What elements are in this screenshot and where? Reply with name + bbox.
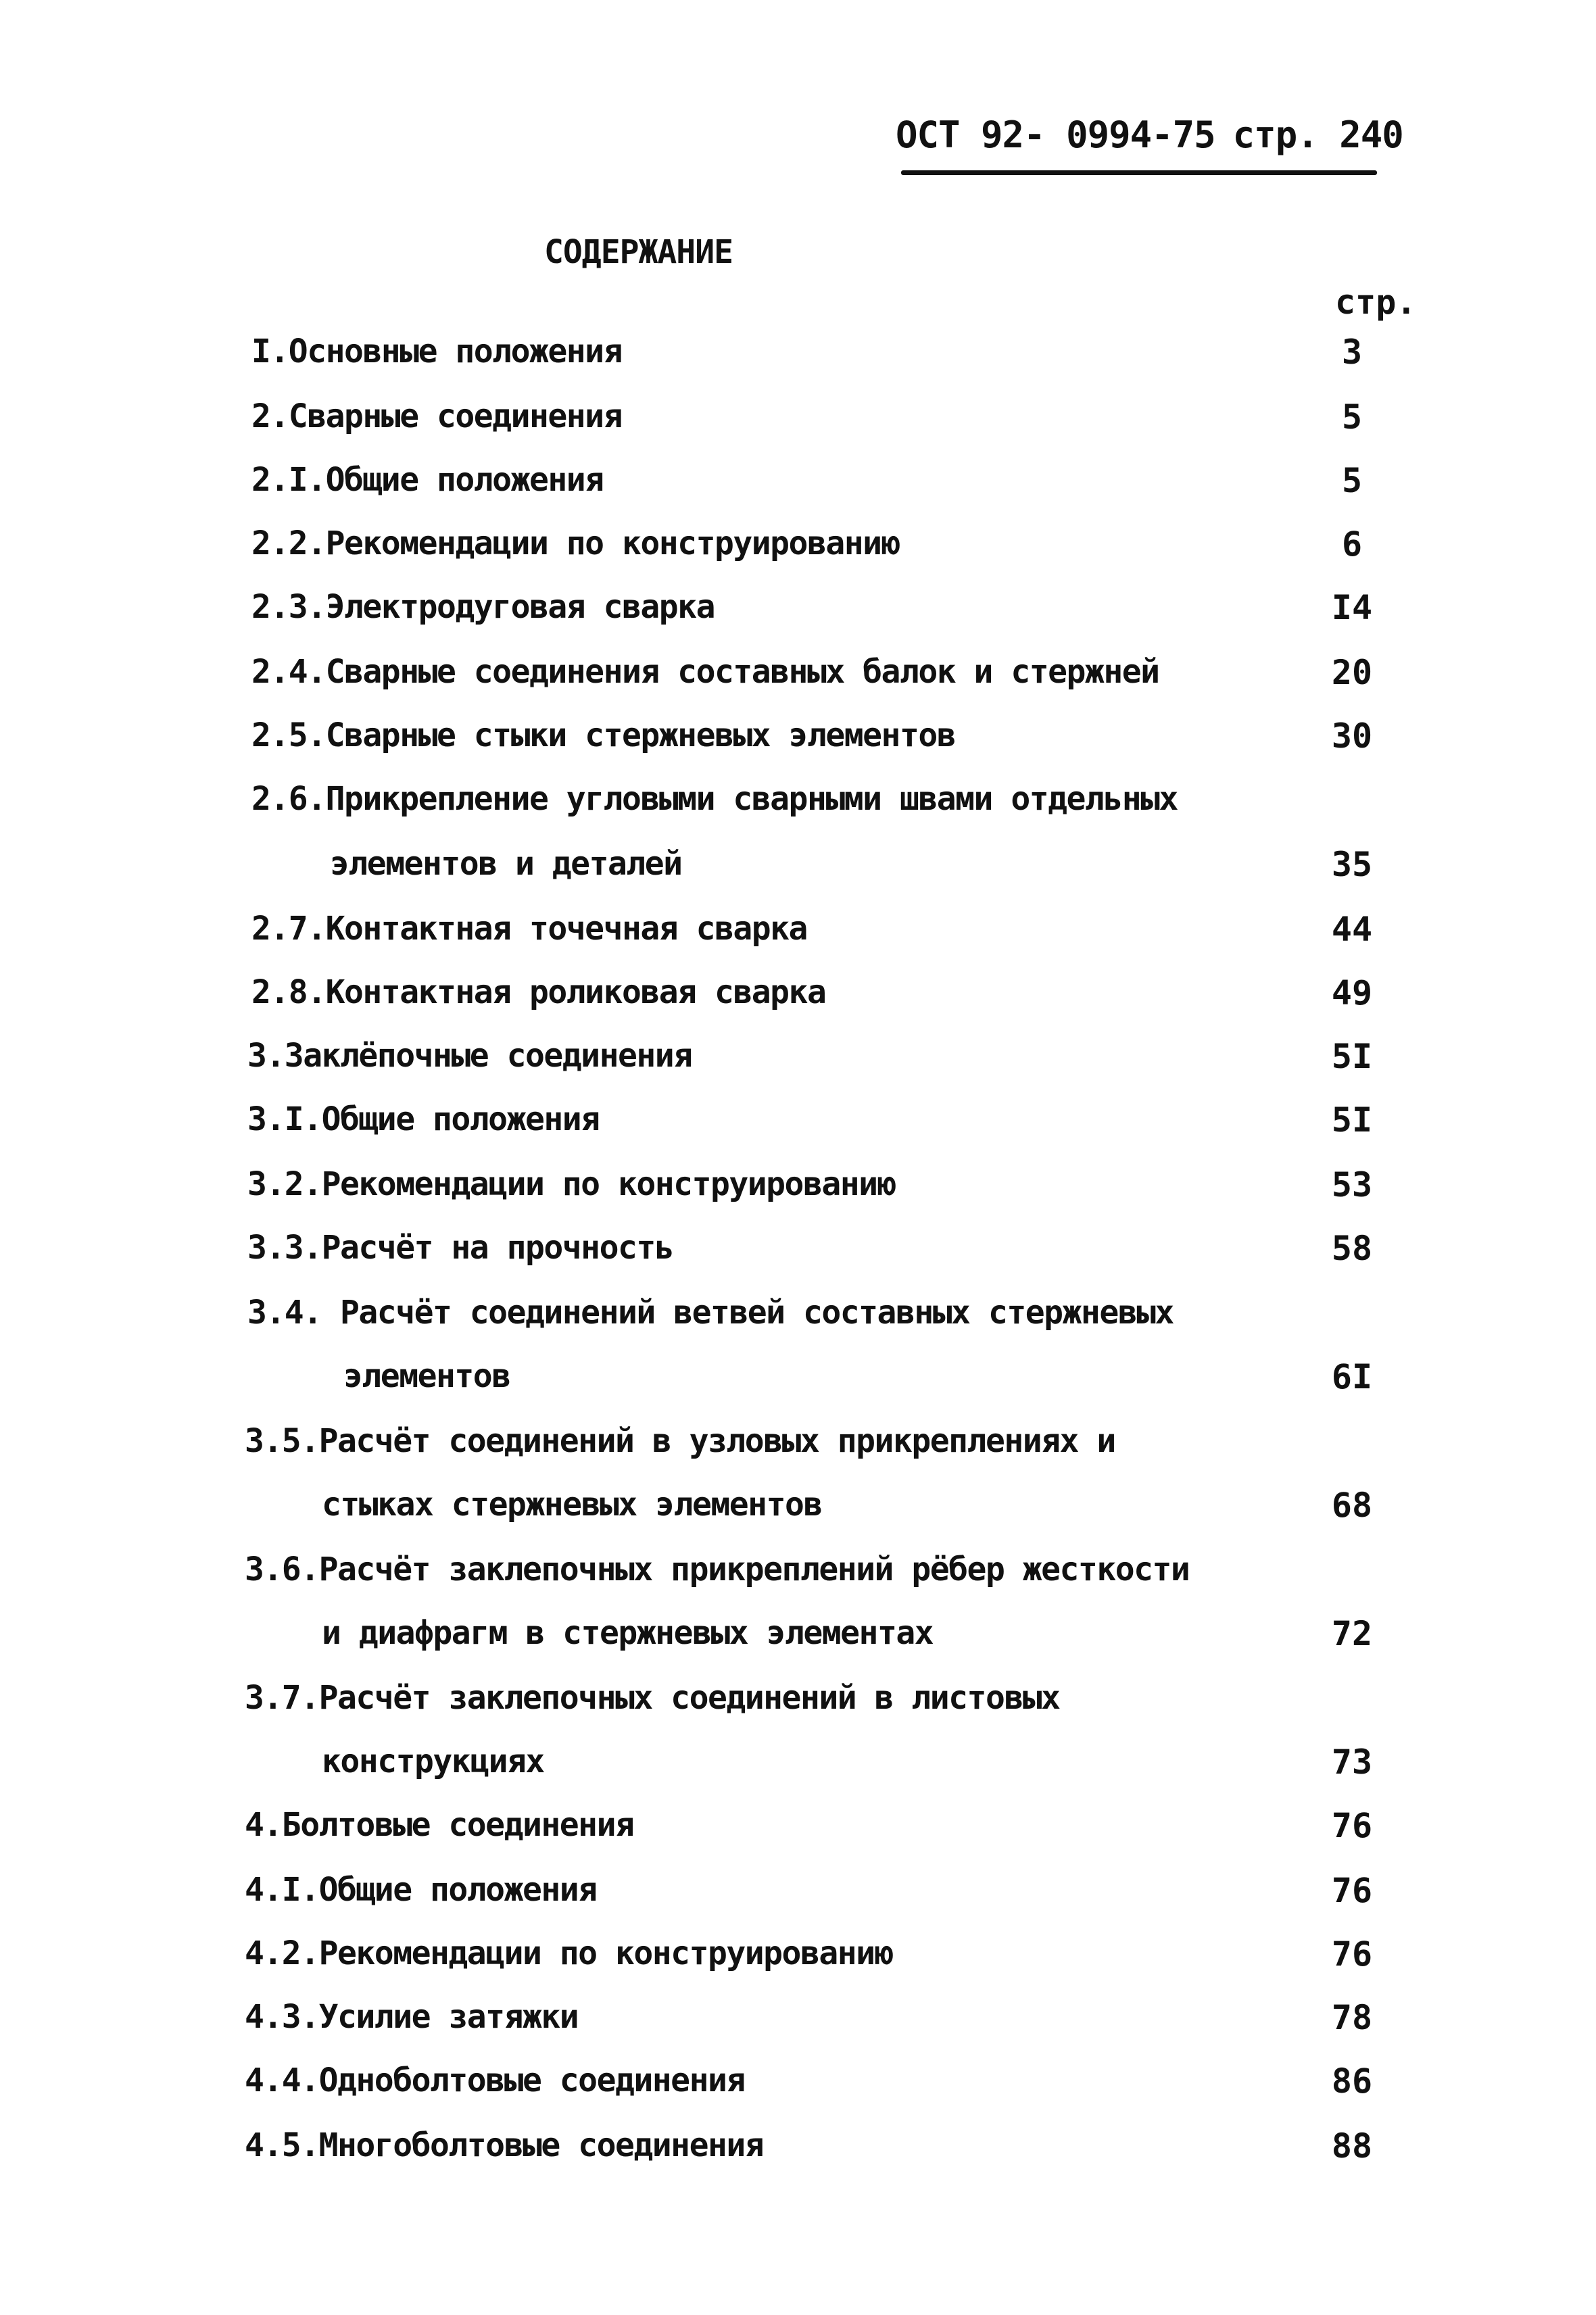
toc-entry [0,653,1596,707]
toc-entry-page: 30 [1331,716,1373,756]
header-text [896,114,1403,156]
toc-entry [0,1100,1596,1154]
toc-entry [0,1551,1596,1605]
toc-entry-text: 3.I.Общие положения [247,1100,600,1138]
toc-entry-page: 3 [1341,333,1363,372]
toc-entry-text: 2.I.Общие положения [251,461,604,499]
toc-entry-page: 53 [1331,1165,1373,1204]
toc-entry [0,780,1596,834]
toc-entry-page: 20 [1331,653,1373,692]
toc-entry-text: 3.7.Расчёт заклепочных соединений в листовых [245,1679,1060,1717]
toc-entry [0,1165,1596,1219]
toc-entry-text: 4.5.Многоболтовые соединения [245,2126,764,2164]
toc-entry-page: 5 [1341,397,1363,437]
header-underline [901,170,1377,175]
toc-entry-text: 4.2.Рекомендации по конструированию [245,1934,893,1972]
toc-entry-text: 3.6.Расчёт заклепочных прикреплений рёбер жесткости [245,1551,1190,1588]
toc-entry-page: 35 [1331,845,1373,884]
toc-entry-text: 3.4. Расчёт соединений ветвей составных стержневых [247,1294,1174,1332]
toc-entry-page: 73 [1331,1743,1373,1782]
toc-entry [0,1871,1596,1925]
toc-entry [0,1679,1596,1733]
toc-entry-page: 44 [1331,910,1373,949]
toc-entry-page: 88 [1331,2126,1373,2166]
toc-title: СОДЕРЖАНИЕ [544,233,733,271]
toc-entry-text: конструкциях [322,1743,544,1780]
toc-entry-text: 2.8.Контактная роликовая сварка [251,973,826,1011]
toc-entry-page: 5I [1331,1037,1373,1076]
toc-entry [0,1486,1596,1540]
toc-entry [0,1422,1596,1476]
page-header [896,114,1403,174]
toc-entry [0,1743,1596,1797]
header-page-number: 240 [1339,114,1403,156]
toc-entry-text: 4.3.Усилие затяжки [245,1998,579,2036]
toc-entry-text: 3.5.Расчёт соединений в узловых прикреплениях и [245,1422,1115,1460]
toc-entry-page: 6I [1331,1357,1373,1396]
toc-entry [0,1998,1596,2052]
toc-entry-text: стыках стержневых элементов [322,1486,822,1524]
toc-entry-page: 86 [1331,2062,1373,2101]
toc-entry-page: 49 [1331,973,1373,1013]
toc-entry-text: 4.Болтовые соединения [245,1806,634,1844]
toc-entry-text: и диафрагм в стержневых элементах [322,1614,934,1652]
toc-entry [0,2126,1596,2180]
page-column-label: стр. [1335,283,1417,322]
toc-entry-page: 76 [1331,1806,1373,1845]
toc-entry-text: 3.3.Расчёт на прочность [247,1229,674,1267]
toc-entry-text: 2.5.Сварные стыки стержневых элементов [251,716,956,754]
toc-entry [0,845,1596,899]
toc-entry [0,588,1596,642]
toc-entry [0,1037,1596,1091]
toc-entry-page: 5 [1341,461,1363,500]
toc-entry-page: 58 [1331,1229,1373,1268]
toc-entry [0,1806,1596,1860]
toc-entry-page: 78 [1331,1998,1373,2037]
toc-entry [0,333,1596,387]
toc-entry-page: 68 [1331,1486,1373,1525]
toc-entry [0,1294,1596,1348]
toc-entry [0,716,1596,771]
toc-entry-text: 3.2.Рекомендации по конструированию [247,1165,896,1203]
toc-entry [0,973,1596,1027]
toc-entry-text: элементов [343,1357,510,1395]
toc-entry-page: 76 [1331,1934,1373,1974]
toc-entry [0,1934,1596,1989]
toc-entry-page: 76 [1331,1871,1373,1910]
toc-entry-text: 2.7.Контактная точечная сварка [251,910,807,948]
toc-entry-text: 4.4.Одноболтовые соединения [245,2062,745,2099]
toc-entry [0,397,1596,452]
toc-entry [0,2062,1596,2116]
toc-entry-text: 4.I.Общие положения [245,1871,597,1909]
toc-entry [0,1357,1596,1411]
toc-entry-text: 2.2.Рекомендации по конструированию [251,525,900,562]
toc-entry-page: 6 [1341,525,1363,564]
doc-code: ОСТ 92- 0994-75 [896,114,1215,156]
toc-entry-text: 2.4.Сварные соединения составных балок и стержней [251,653,1159,691]
header-page-label: стр. [1232,114,1318,156]
toc-entry [0,1229,1596,1283]
toc-entry-text: I.Основные положения [251,333,622,370]
toc-entry [0,910,1596,964]
toc-entry-page: 72 [1331,1614,1373,1653]
toc-entry-text: 2.6.Прикрепление угловыми сварными швами отдельных [251,780,1178,818]
toc-entry-text: 3.Заклёпочные соединения [247,1037,692,1075]
toc-entry-text: 2.3.Электродуговая сварка [251,588,715,626]
toc-entry-page: I4 [1331,588,1373,627]
toc-entry [0,461,1596,515]
toc-entry [0,1614,1596,1668]
toc-entry [0,525,1596,579]
toc-entry-page: 5I [1331,1100,1373,1140]
toc-entry-text: элементов и деталей [330,845,682,883]
toc-entry-text: 2.Сварные соединения [251,397,622,435]
